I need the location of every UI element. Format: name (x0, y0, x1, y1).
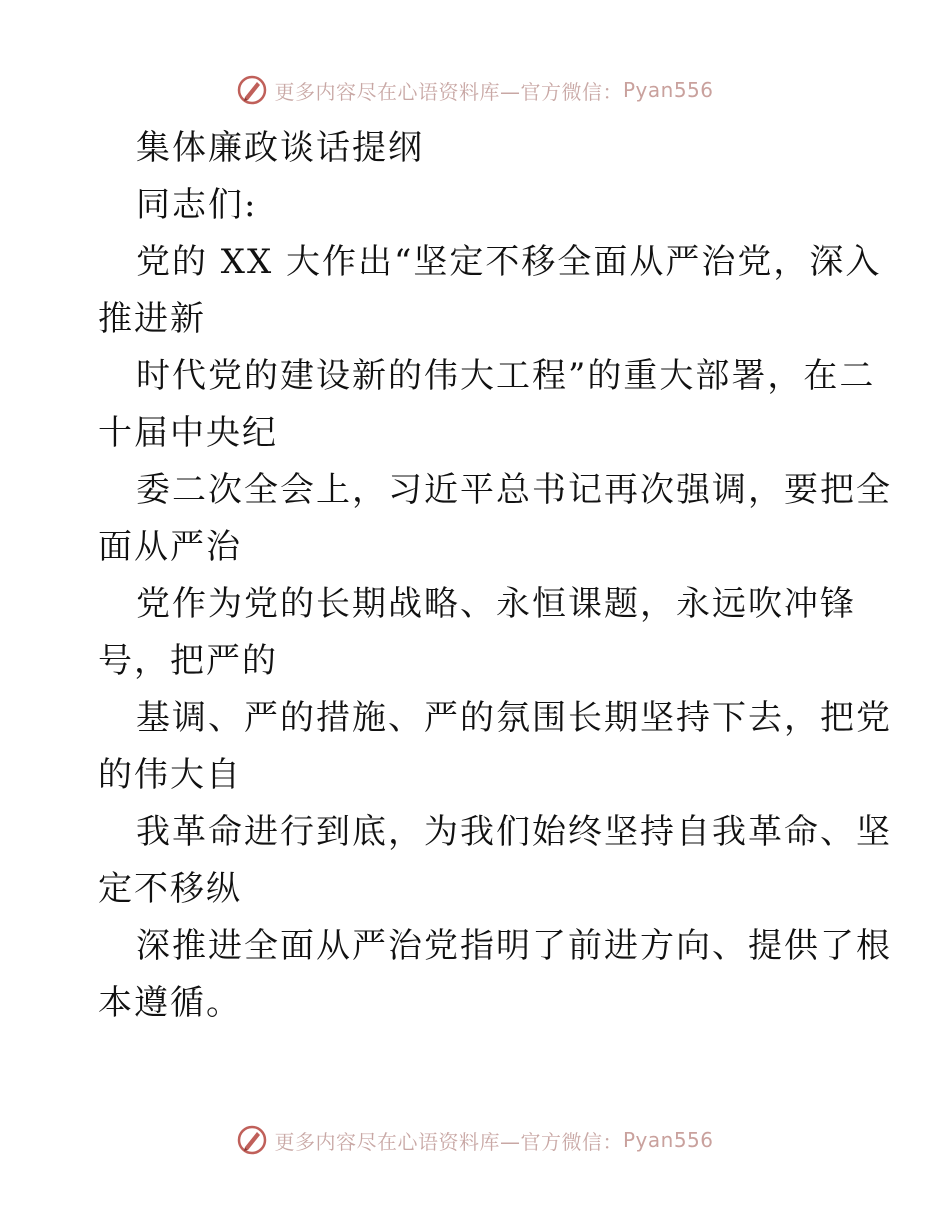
footer-watermark (0, 1120, 950, 1160)
text-line: 时代党的建设新的伟大工程”的重大部署，在二 (136, 356, 876, 396)
text-line: 的伟大自 (98, 755, 242, 795)
text-line: 深推进全面从严治党指明了前进方向、提供了根 (136, 926, 892, 966)
text-line: 面从严治 (98, 527, 242, 567)
watermark-id: Pyan556 (622, 78, 714, 102)
text-line: 基调、严的措施、严的氛围长期坚持下去，把党 (136, 698, 892, 738)
pen-logo-icon (236, 1124, 268, 1156)
pen-logo-icon (236, 74, 268, 106)
document-body (98, 120, 892, 1032)
text-line: 号，把严的 (98, 641, 278, 681)
text-line: 委二次全会上，习近平总书记再次强调，要把全 (136, 470, 892, 510)
text-line: 党的 XX 大作出“坚定不移全面从严治党，深入 (136, 242, 882, 282)
text-line: 定不移纵 (98, 869, 242, 909)
watermark-id: Pyan556 (622, 1128, 714, 1152)
text-line: 我革命进行到底，为我们始终坚持自我革命、坚 (136, 812, 892, 852)
text-line: 十届中央纪 (98, 413, 278, 453)
text-line: 本遵循。 (98, 983, 242, 1023)
text-line: 党作为党的长期战略、永恒课题，永远吹冲锋 (136, 584, 856, 624)
header-watermark (0, 70, 950, 110)
salutation: 同志们: (136, 185, 258, 225)
watermark-text: 更多内容尽在心语资料库—官方微信： (274, 1129, 623, 1154)
text-line: 推进新 (98, 299, 206, 339)
watermark-text: 更多内容尽在心语资料库—官方微信： (274, 79, 623, 104)
document-title: 集体廉政谈话提纲 (136, 128, 424, 168)
